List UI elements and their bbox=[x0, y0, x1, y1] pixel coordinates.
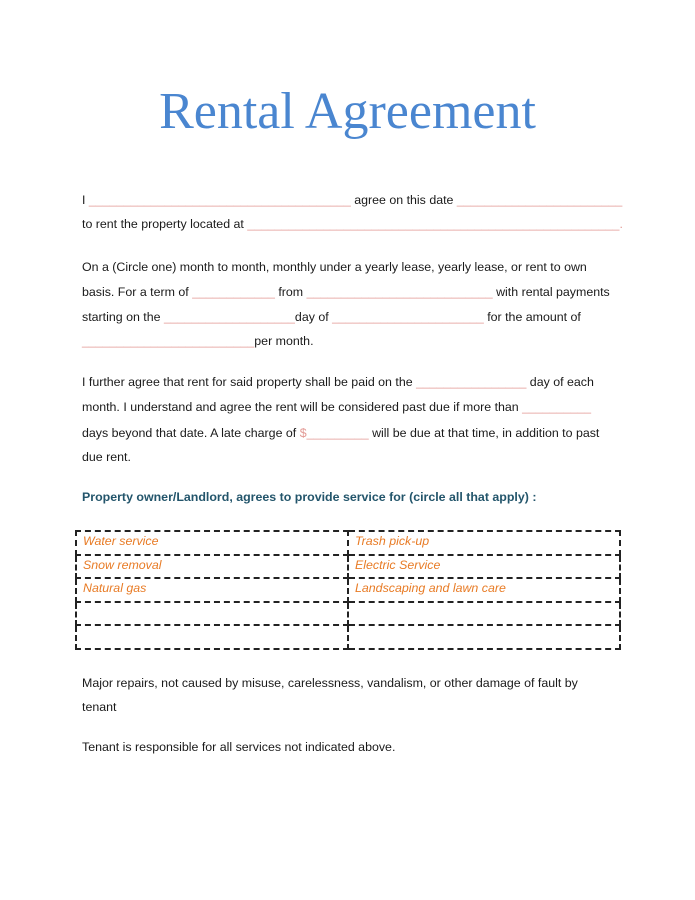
tenant-note: Tenant is responsible for all services not indicated above. bbox=[82, 740, 396, 754]
due-day-blank[interactable]: ________________ bbox=[416, 375, 527, 389]
text: I bbox=[82, 193, 86, 207]
text: will be due at that time, in addition to past bbox=[372, 426, 600, 440]
text: starting on the bbox=[82, 310, 161, 324]
service-cell[interactable] bbox=[348, 625, 620, 649]
payment-line-2 bbox=[82, 399, 591, 415]
service-cell[interactable] bbox=[348, 602, 620, 626]
tenant-name-blank[interactable]: ______________________________________ bbox=[88, 193, 351, 207]
table-row bbox=[76, 555, 620, 579]
late-charge-blank[interactable]: $_________ bbox=[299, 426, 369, 440]
repairs-line-1: Major repairs, not caused by misuse, carelessness, vandalism, or other damage of fault by bbox=[82, 676, 578, 690]
date-blank[interactable]: ________________________ bbox=[456, 193, 623, 207]
payment-line-3 bbox=[82, 425, 599, 441]
service-cell[interactable]: Landscaping and lawn care bbox=[348, 578, 620, 602]
service-cell[interactable] bbox=[76, 625, 348, 649]
document-title: Rental Agreement bbox=[159, 83, 536, 140]
services-heading: Property owner/Landlord, agrees to provide service for (circle all that apply) : bbox=[82, 490, 537, 504]
text: basis. For a term of bbox=[82, 285, 189, 299]
table-row bbox=[76, 602, 620, 626]
payment-line-4: due rent. bbox=[82, 450, 131, 464]
agreement-line-1 bbox=[82, 192, 622, 208]
service-cell[interactable]: Water service bbox=[76, 531, 348, 555]
text: with rental payments bbox=[496, 285, 610, 299]
service-cell[interactable]: Electric Service bbox=[348, 555, 620, 579]
text: I further agree that rent for said property shall be paid on the bbox=[82, 375, 413, 389]
service-cell[interactable]: Trash pick-up bbox=[348, 531, 620, 555]
term-line-3 bbox=[82, 309, 581, 325]
start-month-blank[interactable]: ______________________ bbox=[332, 310, 484, 324]
term-line-1: On a (Circle one) month to month, monthly under a yearly lease, yearly lease, or rent to own bbox=[82, 260, 587, 274]
table-row bbox=[76, 578, 620, 602]
agreement-line-2 bbox=[82, 216, 623, 232]
text: per month. bbox=[254, 334, 314, 348]
amount-blank[interactable]: _________________________ bbox=[82, 334, 255, 348]
service-cell[interactable]: Snow removal bbox=[76, 555, 348, 579]
text: days beyond that date. A late charge of bbox=[82, 426, 297, 440]
text: agree on this date bbox=[354, 193, 454, 207]
property-address-blank[interactable]: ______________________________________________________ bbox=[247, 217, 620, 231]
text: to rent the property located at bbox=[82, 217, 244, 231]
term-line-4 bbox=[82, 333, 314, 349]
table-row bbox=[76, 625, 620, 649]
term-blank[interactable]: ____________ bbox=[192, 285, 275, 299]
grace-days-blank[interactable]: __________ bbox=[522, 400, 592, 414]
start-day-blank[interactable]: ___________________ bbox=[163, 310, 295, 324]
text: day of bbox=[294, 310, 329, 324]
repairs-line-2: tenant bbox=[82, 700, 117, 714]
text: from bbox=[278, 285, 304, 299]
service-cell[interactable]: Natural gas bbox=[76, 578, 348, 602]
table-row bbox=[76, 531, 620, 555]
period: . bbox=[619, 217, 623, 231]
text: day of each bbox=[529, 375, 594, 389]
payment-line-1 bbox=[82, 374, 594, 390]
from-date-blank[interactable]: ___________________________ bbox=[306, 285, 493, 299]
text: month. I understand and agree the rent will be considered past due if more than bbox=[82, 400, 519, 414]
services-table bbox=[75, 530, 621, 650]
text: for the amount of bbox=[487, 310, 581, 324]
term-line-2 bbox=[82, 284, 610, 300]
service-cell[interactable] bbox=[76, 602, 348, 626]
